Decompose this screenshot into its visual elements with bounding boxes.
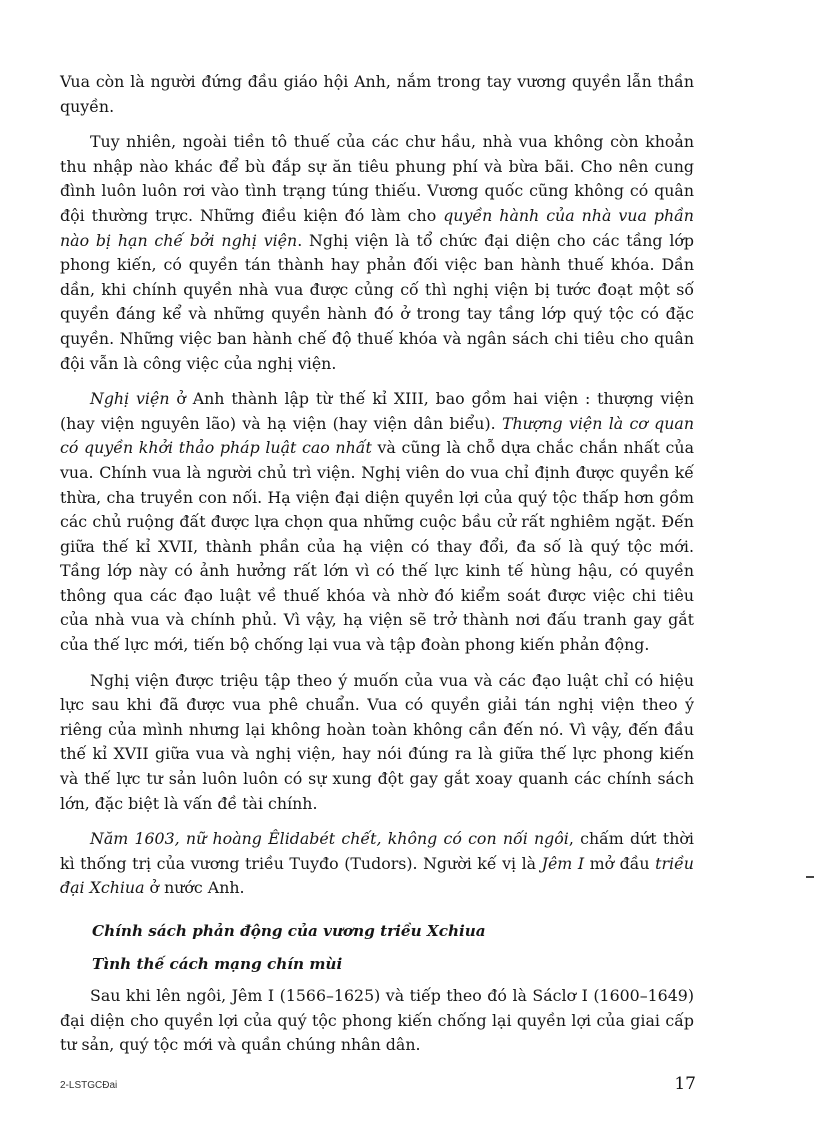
section-heading-policy: Chính sách phản động của vương triều Xchiua xyxy=(92,922,486,940)
italic-segment-5-5: triều đại Xchiua xyxy=(60,853,694,898)
text-segment-2-3: . Nghị viện là tổ chức đại diện cho các tầng lớp phong kiến, có quyền tán thành hay phản đối việc ban hành thuế khóa. Dần dần, khi chính quyền nhà vua được củng cố thì nghị viện bị tước đoạt một số quyền đáng kể và những quyền hành đó ở trong tay tầng lớp quý tộc có đặc quyền. Những việc ban hành chế độ thuế khóa và ngân sách chi tiêu cho quân đội vẫn là công việc của nghị viện. xyxy=(60,230,694,373)
text-segment-5-6: ở nước Anh. xyxy=(144,878,245,898)
margin-mark xyxy=(806,876,814,878)
paragraph-4 xyxy=(60,669,694,817)
italic-segment-5-3: Jêm I xyxy=(541,853,585,873)
italic-segment-2-2: quyền hành của nhà vua phần nào bị hạn chế bởi nghị viện xyxy=(60,205,694,250)
text-segment-2-1: Tuy nhiên, ngoài tiền tô thuế của các chư hầu, nhà vua không còn khoản thu nhập nào khác để bù đắp sự ăn tiêu phung phí và bừa bãi. Cho nên cung đình luôn luôn rơi vào tình trạng túng thiếu. Vương quốc cũng không có quân đội thường trực. Những điều kiện đó làm cho xyxy=(60,132,694,225)
text-segment-1-1: Vua còn là người đứng đầu giáo hội Anh, nắm trong tay vương quyền lẫn thần quyền. xyxy=(60,72,694,116)
italic-segment-5-1: Năm 1603, nữ hoàng Êlidabét chết, không có con nối ngôi xyxy=(90,829,569,849)
italic-segment-3-1: Nghị viện xyxy=(90,389,170,409)
paragraph-1 xyxy=(60,70,694,119)
paragraph-5 xyxy=(60,827,694,901)
text-segment-3-4: và cũng là chỗ dựa chắc chắn nhất của vua. Chính vua là người chủ trì viện. Nghị viên do vua chỉ định được quyền kế thừa, cha truyền con nối. Hạ viện đại diện quyền lợi của quý tộc thấp hơn gồm các chủ ruộng đất được lựa chọn qua những cuộc bầu cử rất nghiêm ngặt. Đến giữa thế kỉ XVII, thành phần của hạ viện có thay đổi, đa số là quý tộc mới. Tầng lớp này có ảnh hưởng rất lớn vì có thế lực kinh tế hùng hậu, có quyền thông qua các đạo luật về thuế khóa và nhờ đó kiểm soát được việc chi tiêu của nhà vua và chính phủ. Vì vậy, hạ viện sẽ trở thành nơi đấu tranh gay gắt của thế lực mới, tiến bộ chống lại vua và tập đoàn phong kiến phản động. xyxy=(60,438,694,655)
paragraph-6: Sau khi lên ngôi, Jêm I (1566–1625) và tiếp theo đó là Sáclơ I (1600–1649) đại diện cho quyền lợi của quý tộc phong kiến chống lại quyền lợi của giai cấp tư sản, quý tộc mới và quần chúng nhân dân. xyxy=(60,986,694,1055)
footer-code: 2-LSTGCĐai xyxy=(60,1080,118,1091)
section-heading-situation: Tình thế cách mạng chín mùi xyxy=(92,954,343,973)
text-segment-5-4: mở đầu xyxy=(584,853,656,873)
italic-segment-3-3: Thượng viện là cơ quan có quyền khởi thảo pháp luật cao nhất xyxy=(60,413,694,458)
paragraph-2 xyxy=(60,130,694,376)
page-number: 17 xyxy=(674,1074,696,1094)
text-segment-5-2: , chấm dứt thời kì thống trị của vương triều Tuyđo (Tudors). Người kế vị là xyxy=(60,829,694,873)
text-segment-4-1: Nghị viện được triệu tập theo ý muốn của vua và các đạo luật chỉ có hiệu lực sau khi đã được vua phê chuẩn. Vua có quyền giải tán nghị viện theo ý riêng của mình nhưng lại không hoàn toàn không cần đến nó. Vì vậy, đến đầu thế kỉ XVII giữa vua và nghị viện, hay nói đúng ra là giữa thế lực phong kiến và thế lực tư sản luôn luôn có sự xung đột gay gắt xoay quanh các chính sách lớn, đặc biệt là vấn đề tài chính. xyxy=(60,670,694,813)
body-text xyxy=(60,70,694,1066)
text-segment-3-2: ở Anh thành lập từ thế kỉ XIII, bao gồm hai viện : thượng viện (hay viện nguyên lão) và hạ viện (hay viện dân biểu). xyxy=(60,389,694,433)
paragraph-3 xyxy=(60,387,694,658)
